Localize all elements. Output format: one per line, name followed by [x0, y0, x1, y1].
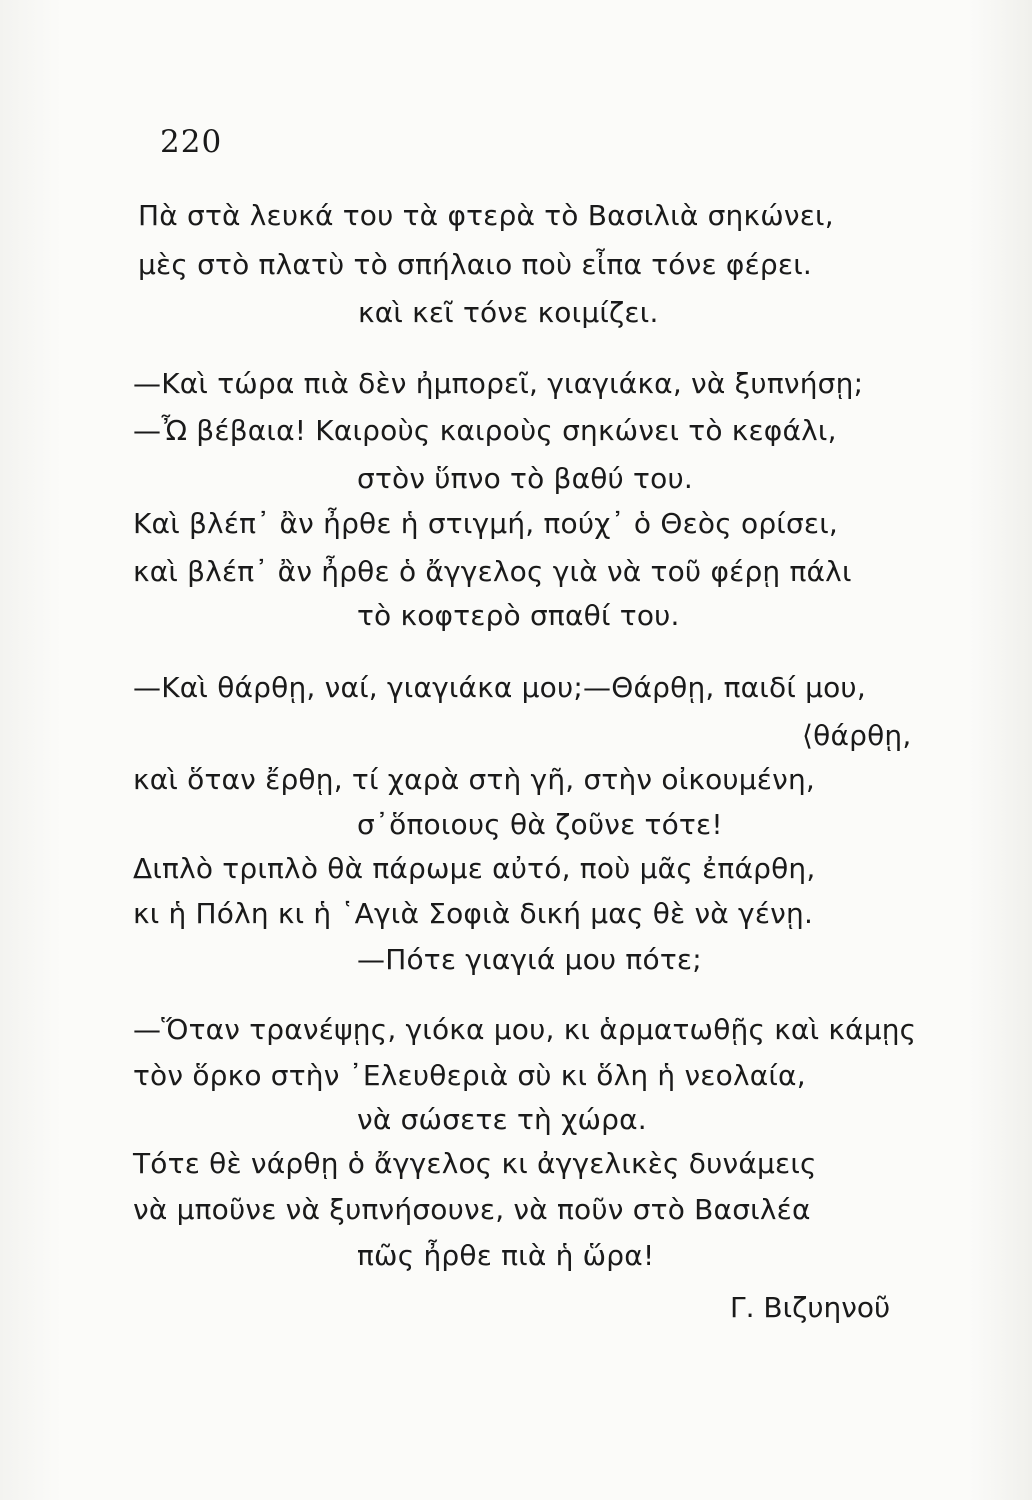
poem-line: μὲς στὸ πλατὺ τὸ σπήλαιο ποὺ εἶπα τόνε φέρει.	[138, 248, 812, 281]
poem-line: στὸν ὕπνο τὸ βαθύ του.	[357, 462, 693, 495]
poem-line: τὸ κοφτερὸ σπαθί του.	[357, 599, 680, 632]
page-number: 220	[160, 124, 223, 160]
poem-line: Τότε θὲ νάρθῃ ὁ ἄγγελος κι ἀγγελικὲς δυνάμεις	[133, 1147, 817, 1180]
poem-line: πῶς ἦρθε πιὰ ἡ ὥρα!	[357, 1239, 655, 1272]
poem-line: τὸν ὅρκο στὴν ᾽Ελευθεριὰ σὺ κι ὅλη ἡ νεολαία,	[133, 1059, 806, 1092]
poem-line: σ᾽ὅποιους θὰ ζοῦνε τότε!	[357, 808, 723, 841]
author-signature: Γ. Βιζυηνοῦ	[730, 1291, 891, 1324]
poem-line: καὶ κεῖ τόνε κοιμίζει.	[358, 296, 659, 329]
poem-line: καὶ βλέπ᾽ ἂν ἦρθε ὁ ἄγγελος γιὰ νὰ τοῦ φέρῃ πάλι	[133, 555, 852, 588]
poem-line: Καὶ βλέπ᾽ ἂν ἦρθε ἡ στιγμή, πούχ᾽ ὁ Θεὸς ορίσει,	[133, 507, 839, 540]
poem-line: —Καὶ τώρα πιὰ δὲν ἠμπορεῖ, γιαγιάκα, νὰ ξυπνήσῃ;	[133, 367, 864, 400]
poem-line: νὰ μποῦνε νὰ ξυπνήσουνε, νὰ ποῦν στὸ Βασιλέα	[133, 1193, 811, 1226]
poem-line: —Καὶ θάρθῃ, ναί, γιαγιάκα μου;—Θάρθῃ, παιδί μου,	[133, 671, 866, 704]
poem-line-continuation: ⟨θάρθῃ,	[802, 719, 912, 752]
poem-line: καὶ ὅταν ἔρθῃ, τί χαρὰ στὴ γῆ, στὴν οἰκουμένη,	[133, 763, 816, 796]
poem-line: νὰ σώσετε τὴ χώρα.	[357, 1103, 647, 1136]
poem-line: Πὰ στὰ λευκά του τὰ φτερὰ τὸ Βασιλιὰ σηκώνει,	[138, 199, 834, 232]
poem-line: —Ὅταν τρανέψῃς, γιόκα μου, κι ἁρματωθῇς καὶ κάμῃς	[133, 1013, 917, 1046]
poem-line: κι ἡ Πόλη κι ἡ ῾Αγιὰ Σοφιὰ δική μας θὲ νὰ γένῃ.	[133, 897, 814, 930]
poem-line: —Ὦ βέβαια! Καιροὺς καιροὺς σηκώνει τὸ κεφάλι,	[133, 414, 837, 447]
poem-line: —Πότε γιαγιά μου πότε;	[357, 943, 702, 976]
poem-line: Διπλὸ τριπλὸ θὰ πάρωμε αὐτό, ποὺ μᾶς ἐπάρθη,	[133, 852, 816, 885]
